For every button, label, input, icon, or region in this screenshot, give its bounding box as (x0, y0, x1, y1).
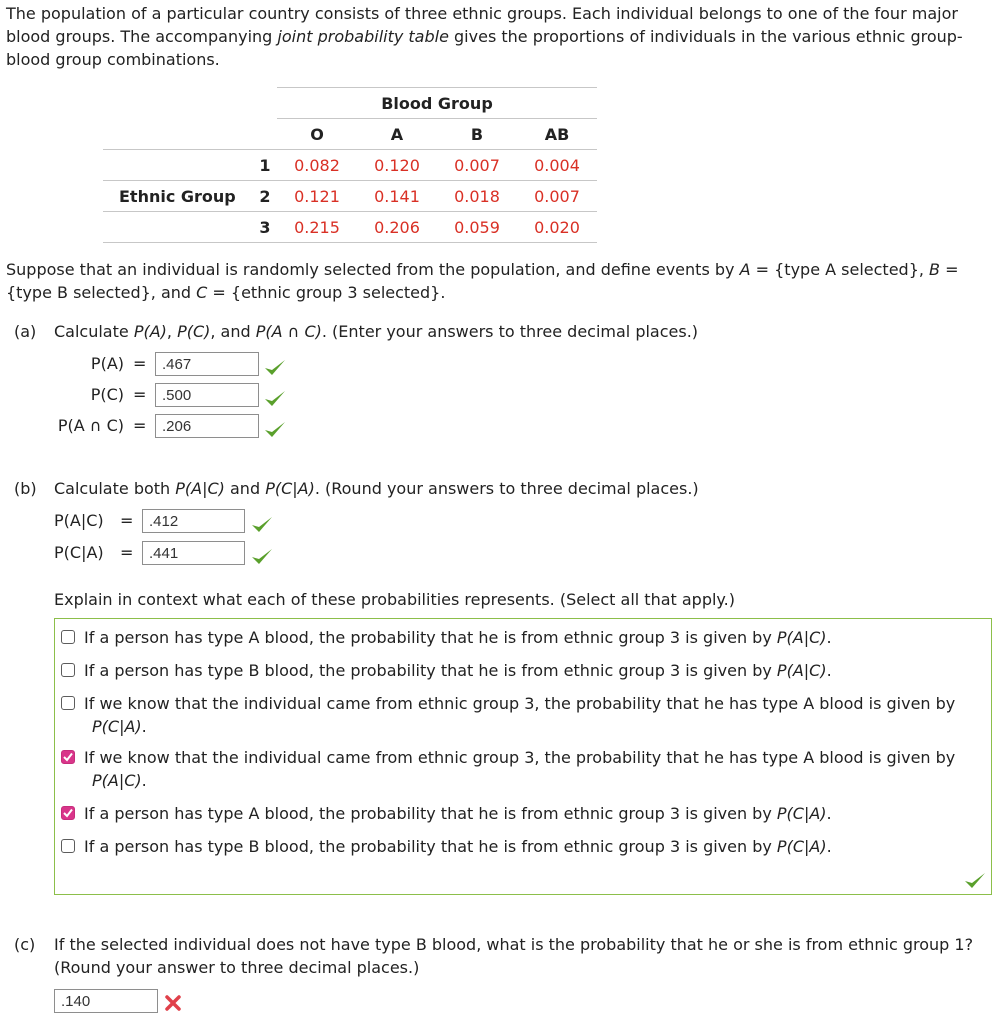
table-cell: 0.141 (357, 181, 437, 212)
equals-sign: = (133, 385, 147, 404)
checkbox-option-2[interactable] (61, 663, 75, 677)
option-1-text: If a person has type A blood, the probability that he is from ethnic group 3 is given by P(A|C). (84, 628, 832, 647)
col-header: A (357, 119, 437, 150)
option-4-text: If we know that the individual came from ethnic group 3, the probability that he has type A blood is given by (84, 748, 956, 767)
table-cell: 0.121 (277, 181, 357, 212)
label-pac: P(A ∩ C) (57, 416, 124, 435)
checkbox-option-3[interactable] (61, 696, 75, 710)
row-id: 3 (253, 212, 277, 243)
correct-check-icon (250, 514, 274, 534)
table-cell: 0.120 (357, 150, 437, 181)
option-3-text: If we know that the individual came from ethnic group 3, the probability that he has type A blood is given by (84, 694, 956, 713)
equals-sign: = (133, 416, 147, 435)
table-cell: 0.007 (437, 150, 517, 181)
col-header: B (437, 119, 517, 150)
label-pagc: P(A|C) (54, 511, 104, 530)
part-c-question: If the selected individual does not have type B blood, what is the probability that he or she is from ethnic group 1? (Round your answer to three decimal places.) (54, 935, 974, 977)
part-b-tag: (b) (14, 479, 37, 498)
blood-group-header: Blood Group (277, 88, 597, 119)
col-header: AB (517, 119, 597, 150)
option-3-text-cont: P(C|A). (92, 717, 147, 736)
correct-check-icon (263, 357, 287, 377)
ethnic-group-label: Ethnic Group (103, 181, 253, 212)
table-cell: 0.206 (357, 212, 437, 243)
correct-check-icon (263, 388, 287, 408)
col-header: O (277, 119, 357, 150)
checkbox-option-4[interactable] (61, 750, 75, 764)
checkbox-option-6[interactable] (61, 839, 75, 853)
option-6-text: If a person has type B blood, the probability that he is from ethnic group 3 is given by P(C|A). (84, 837, 832, 856)
label-pcga: P(C|A) (54, 543, 104, 562)
checkbox-option-1[interactable] (61, 630, 75, 644)
correct-check-icon (250, 546, 274, 566)
part-b-question: Calculate both P(A|C) and P(C|A). (Round your answers to three decimal places.) (54, 479, 699, 498)
explain-prompt: Explain in context what each of these probabilities represents. (Select all that apply.) (54, 590, 735, 609)
pagc-input[interactable]: .412 (142, 509, 245, 533)
part-a-question: Calculate P(A), P(C), and P(A ∩ C). (Enter your answers to three decimal places.) (54, 322, 699, 341)
row-id: 2 (253, 181, 277, 212)
correct-check-icon (263, 419, 287, 439)
part-c-input[interactable]: .140 (54, 989, 158, 1013)
incorrect-x-icon (164, 994, 182, 1012)
equals-sign: = (120, 543, 134, 562)
event-definitions: Suppose that an individual is randomly selected from the population, and define events by A = {type A selected}, B = {type B selected}, and C = {ethnic group 3 selected}. (6, 260, 959, 302)
checkmark-icon (63, 752, 73, 762)
checkbox-option-5[interactable] (61, 806, 75, 820)
option-2-text: If a person has type B blood, the probability that he is from ethnic group 3 is given by P(A|C). (84, 661, 832, 680)
option-5-text: If a person has type A blood, the probability that he is from ethnic group 3 is given by P(C|A). (84, 804, 832, 823)
joint-probability-table (103, 87, 597, 243)
equals-sign: = (120, 511, 134, 530)
table-cell: 0.007 (517, 181, 597, 212)
table-cell: 0.020 (517, 212, 597, 243)
label-pa: P(A) (90, 354, 124, 373)
pc-input[interactable]: .500 (155, 383, 259, 407)
equals-sign: = (133, 354, 147, 373)
table-cell: 0.018 (437, 181, 517, 212)
label-pc: P(C) (90, 385, 124, 404)
intro-paragraph: The population of a particular country consists of three ethnic groups. Each individual belongs to one of the four major blood groups. The accompanying joint probability table gives the proportions of individuals in the various ethnic group-blood group combinations. (6, 4, 963, 69)
table-cell: 0.215 (277, 212, 357, 243)
pa-input[interactable]: .467 (155, 352, 259, 376)
table-cell: 0.059 (437, 212, 517, 243)
pac-input[interactable]: .206 (155, 414, 259, 438)
row-id: 1 (253, 150, 277, 181)
correct-check-icon (963, 870, 987, 890)
table-cell: 0.004 (517, 150, 597, 181)
part-a-tag: (a) (14, 322, 37, 341)
part-c-tag: (c) (14, 935, 36, 954)
table-cell: 0.082 (277, 150, 357, 181)
option-4-text-cont: P(A|C). (92, 771, 147, 790)
pcga-input[interactable]: .441 (142, 541, 245, 565)
checkmark-icon (63, 808, 73, 818)
